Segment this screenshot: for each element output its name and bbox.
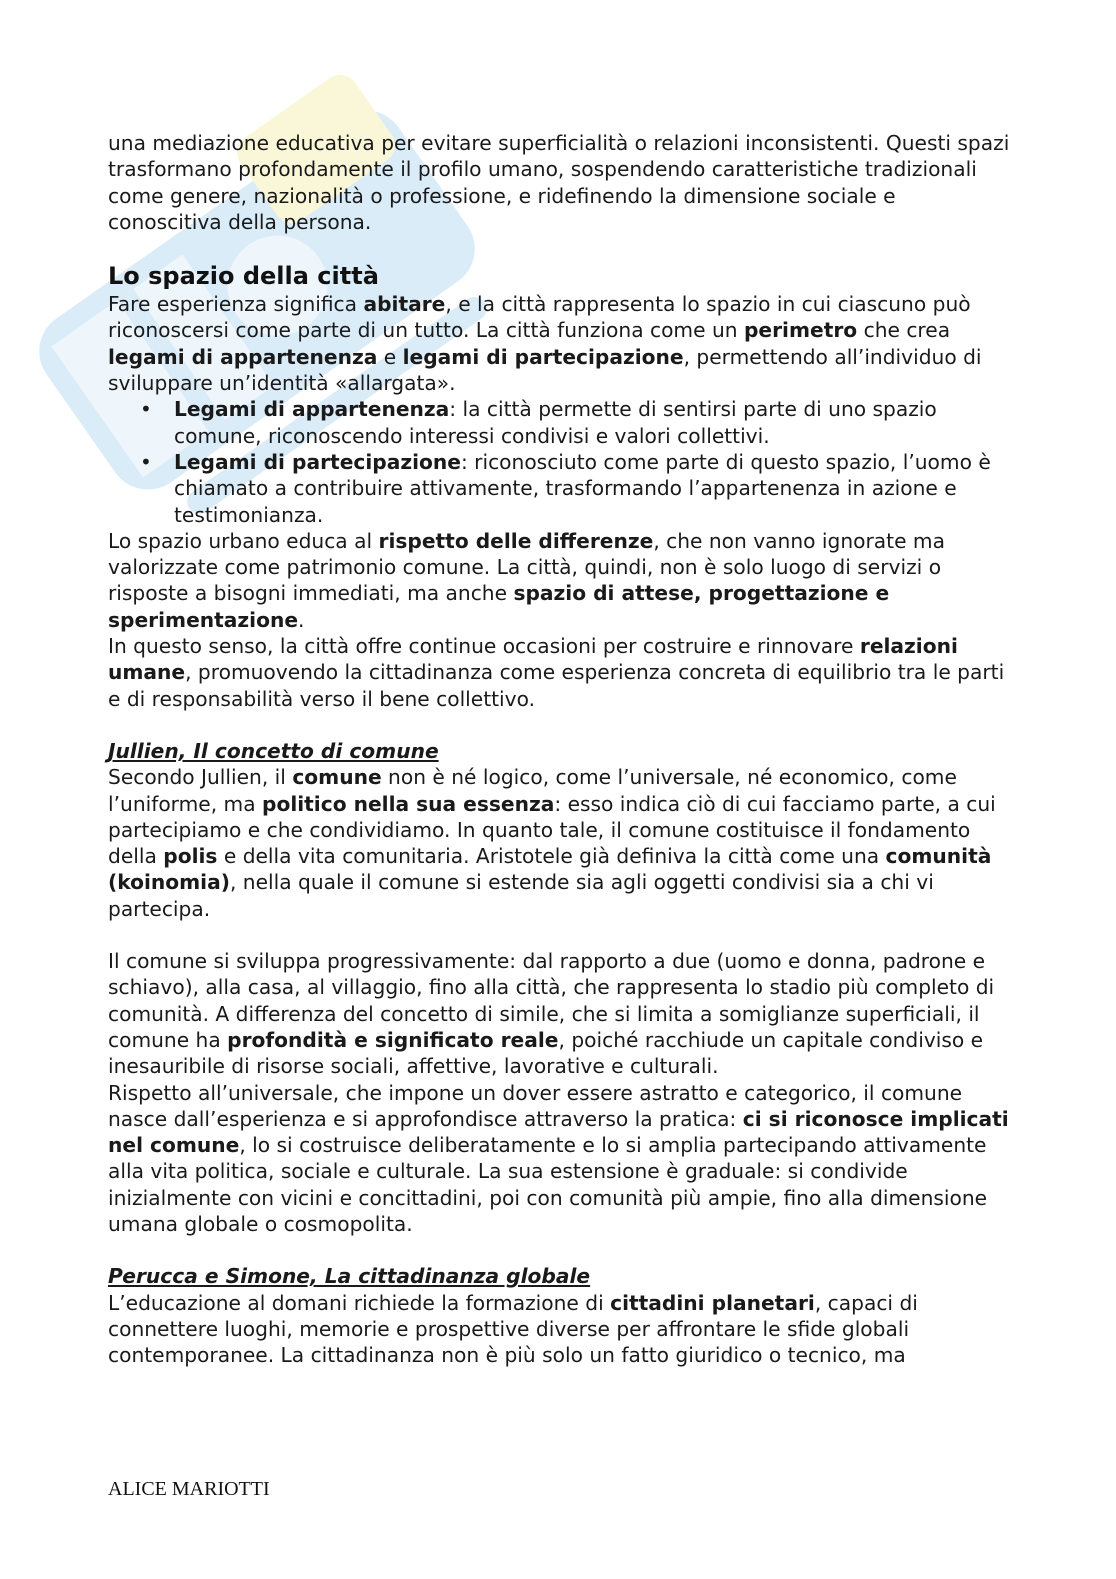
jullien-paragraph-3: Rispetto all’universale, che impone un dover essere astratto e categorico, il comune nasce dall’esperienza e si approfondisce attraverso la pratica: ci si riconosce implicati nel comune, lo si costruisce deliberatamente e lo si amplia partecipando attivamente alla vita politica, sociale e culturale. La sua estensione è graduale: si condivide inizialmente con vicini e concittadini, poi con comunità più ampie, fino alla dimensione umana globale o cosmopolita. — [108, 1080, 1009, 1236]
jullien-paragraph-2: Il comune si sviluppa progressivamente: dal rapporto a due (uomo e donna, padrone e schiavo), alla casa, al villaggio, fino alla città, che rappresenta lo stadio più completo di comunità. A differenza del concetto di simile, che si limita a somiglianze superficiali, il comune ha profondità e significato reale, poiché racchiude un capitale condiviso e inesauribile di risorse sociali, affettive, lavorative e culturali. — [108, 949, 995, 1079]
city-paragraph-2: Lo spazio urbano educa al rispetto delle differenze, che non vanno ignorate ma valorizzate come patrimonio comune. La città, quindi, non è solo luogo di servizi o risposte a bisogni immediati, ma anche spazio di attese, progettazione e sperimentazione. — [108, 528, 945, 632]
bond-list — [108, 396, 1013, 527]
footer-author: ALICE MARIOTTI — [108, 1478, 270, 1500]
section-title-jullien: Jullien, Il concetto di comune — [108, 738, 439, 763]
bullet-icon: • — [140, 397, 152, 422]
list-item: • Legami di partecipazione: riconosciuto come parte di questo spazio, l’uomo è chiamato a contribuire attivamente, trasformando l’appartenenza in azione e testimonianza. — [140, 449, 991, 527]
city-paragraph-3: In questo senso, la città offre continue occasioni per costruire e rinnovare relazioni umane, promuovendo la cittadinanza come esperienza concreta di equilibrio tra le parti e di responsabilità verso il bene collettivo. — [108, 634, 1005, 711]
section-title-perucca: Perucca e Simone, La cittadinanza globale — [108, 1264, 591, 1289]
list-item: • Legami di appartenenza: la città permette di sentirsi parte di uno spazio comune, riconoscendo interessi condivisi e valori collettivi. — [140, 397, 937, 448]
section-title-city: Lo spazio della città — [108, 262, 379, 291]
perucca-paragraph-1: L’educazione al domani richiede la formazione di cittadini planetari, capaci di connettere luoghi, memorie e prospettive diverse per affrontare le sfide globali contemporanee. La cittadinanza non è più solo un fatto giuridico o tecnico, ma — [108, 1290, 918, 1368]
jullien-paragraph-1: Secondo Jullien, il comune non è né logico, come l’universale, né economico, come l’uniforme, ma politico nella sua essenza: esso indica ciò di cui facciamo parte, a cui partecipiamo e che condividiamo. In quanto tale, il comune costituisce il fondamento della polis e della vita comunitaria. Aristotele già definiva la città come una comunità (koinomia), nella quale il comune si estende sia agli oggetti condivisi sia a chi vi partecipa. — [108, 765, 996, 921]
document-body — [108, 130, 1013, 1368]
bullet-icon: • — [140, 449, 152, 474]
city-paragraph-1: Fare esperienza significa abitare, e la città rappresenta lo spazio in cui ciascuno può riconoscersi come parte di un tutto. La città funziona come un perimetro che crea legami di appartenenza e legami di partecipazione, permettendo all’individuo di sviluppare un’identità «allargata». — [108, 292, 982, 396]
intro-paragraph: una mediazione educativa per evitare superficialità o relazioni inconsistenti. Questi spazi trasformano profondamente il profilo umano, sospendendo caratteristiche tradizionali come genere, nazionalità o professione, e ridefinendo la dimensione sociale e conoscitiva della persona. — [108, 131, 1010, 234]
